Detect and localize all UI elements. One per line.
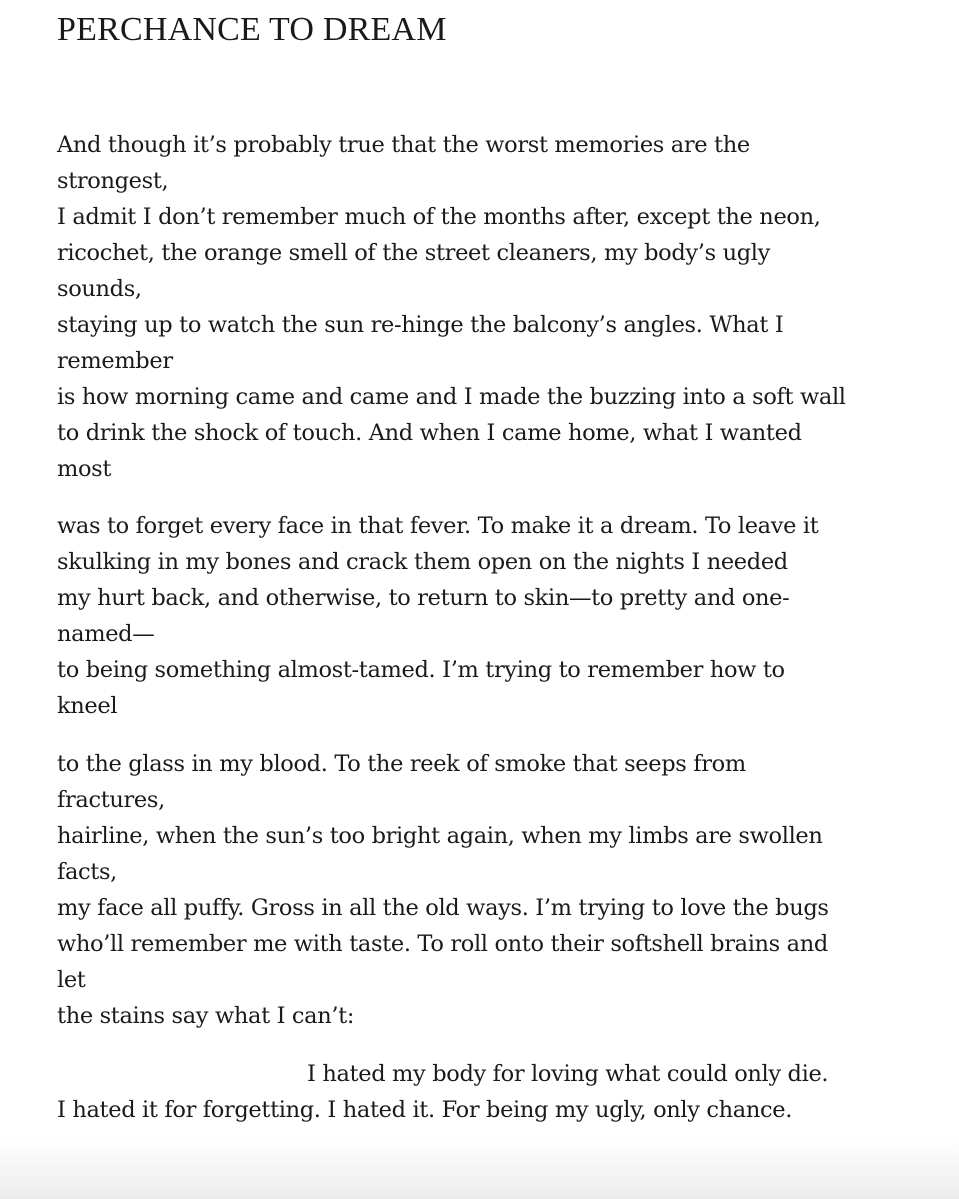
- line-text: I hated my body for loving what could only die.: [307, 1061, 829, 1087]
- line-continuation: named—: [57, 621, 155, 647]
- stanza-2: [57, 508, 937, 724]
- poem-line: [57, 235, 937, 307]
- poem-line: [57, 307, 937, 379]
- poem-line: [57, 818, 937, 890]
- poem-line: [57, 746, 937, 818]
- line-continuation: let: [57, 967, 86, 993]
- line-text: skulking in my bones and crack them open on the nights I needed: [57, 549, 788, 575]
- stanza-4: [57, 1056, 937, 1128]
- line-continuation: facts,: [57, 859, 117, 885]
- line-text: was to forget every face in that fever. To make it a dream. To leave it: [57, 513, 819, 539]
- poem-line: [57, 415, 937, 487]
- stanza-3: [57, 746, 937, 1034]
- line-text: ricochet, the orange smell of the street cleaners, my body’s ugly: [57, 240, 770, 266]
- poem-line: [57, 508, 937, 544]
- line-text: And though it’s probably true that the worst memories are the: [57, 132, 750, 158]
- line-text: my hurt back, and otherwise, to return to skin—to pretty and one-: [57, 585, 790, 611]
- line-continuation: strongest,: [57, 168, 169, 194]
- line-text: I admit I don’t remember much of the months after, except the neon,: [57, 204, 821, 230]
- poem-line: [57, 652, 937, 724]
- line-text: to drink the shock of touch. And when I came home, what I wanted: [57, 420, 802, 446]
- line-continuation: remember: [57, 348, 173, 374]
- poem-line: [57, 544, 937, 580]
- poem-line-indented: [57, 1056, 937, 1092]
- line-text: my face all puffy. Gross in all the old ways. I’m trying to love the bugs: [57, 895, 829, 921]
- line-continuation: kneel: [57, 693, 118, 719]
- line-continuation: most: [57, 456, 112, 482]
- line-text: the stains say what I can’t:: [57, 1003, 355, 1029]
- line-text: to the glass in my blood. To the reek of smoke that seeps from: [57, 751, 746, 777]
- line-continuation: sounds,: [57, 276, 142, 302]
- poem-line: [57, 998, 937, 1034]
- line-text: is how morning came and came and I made the buzzing into a soft wall: [57, 384, 846, 410]
- bottom-shadow: [0, 1137, 959, 1199]
- poem-line: [57, 199, 937, 235]
- line-text: staying up to watch the sun re-hinge the balcony’s angles. What I: [57, 312, 784, 338]
- poem-title: PERCHANCE TO DREAM: [57, 11, 447, 48]
- poem-line: [57, 580, 937, 652]
- line-text: to being something almost-tamed. I’m trying to remember how to: [57, 657, 785, 683]
- poem-line: [57, 926, 937, 998]
- line-continuation: fractures,: [57, 787, 165, 813]
- line-text: I hated it for forgetting. I hated it. For being my ugly, only chance.: [57, 1097, 793, 1123]
- poem-line: [57, 379, 937, 415]
- poem-line: [57, 1092, 937, 1128]
- poem-line: [57, 127, 937, 199]
- poem-line: [57, 890, 937, 926]
- line-text: hairline, when the sun’s too bright again, when my limbs are swollen: [57, 823, 823, 849]
- line-text: who’ll remember me with taste. To roll onto their softshell brains and: [57, 931, 828, 957]
- stanza-1: [57, 127, 937, 487]
